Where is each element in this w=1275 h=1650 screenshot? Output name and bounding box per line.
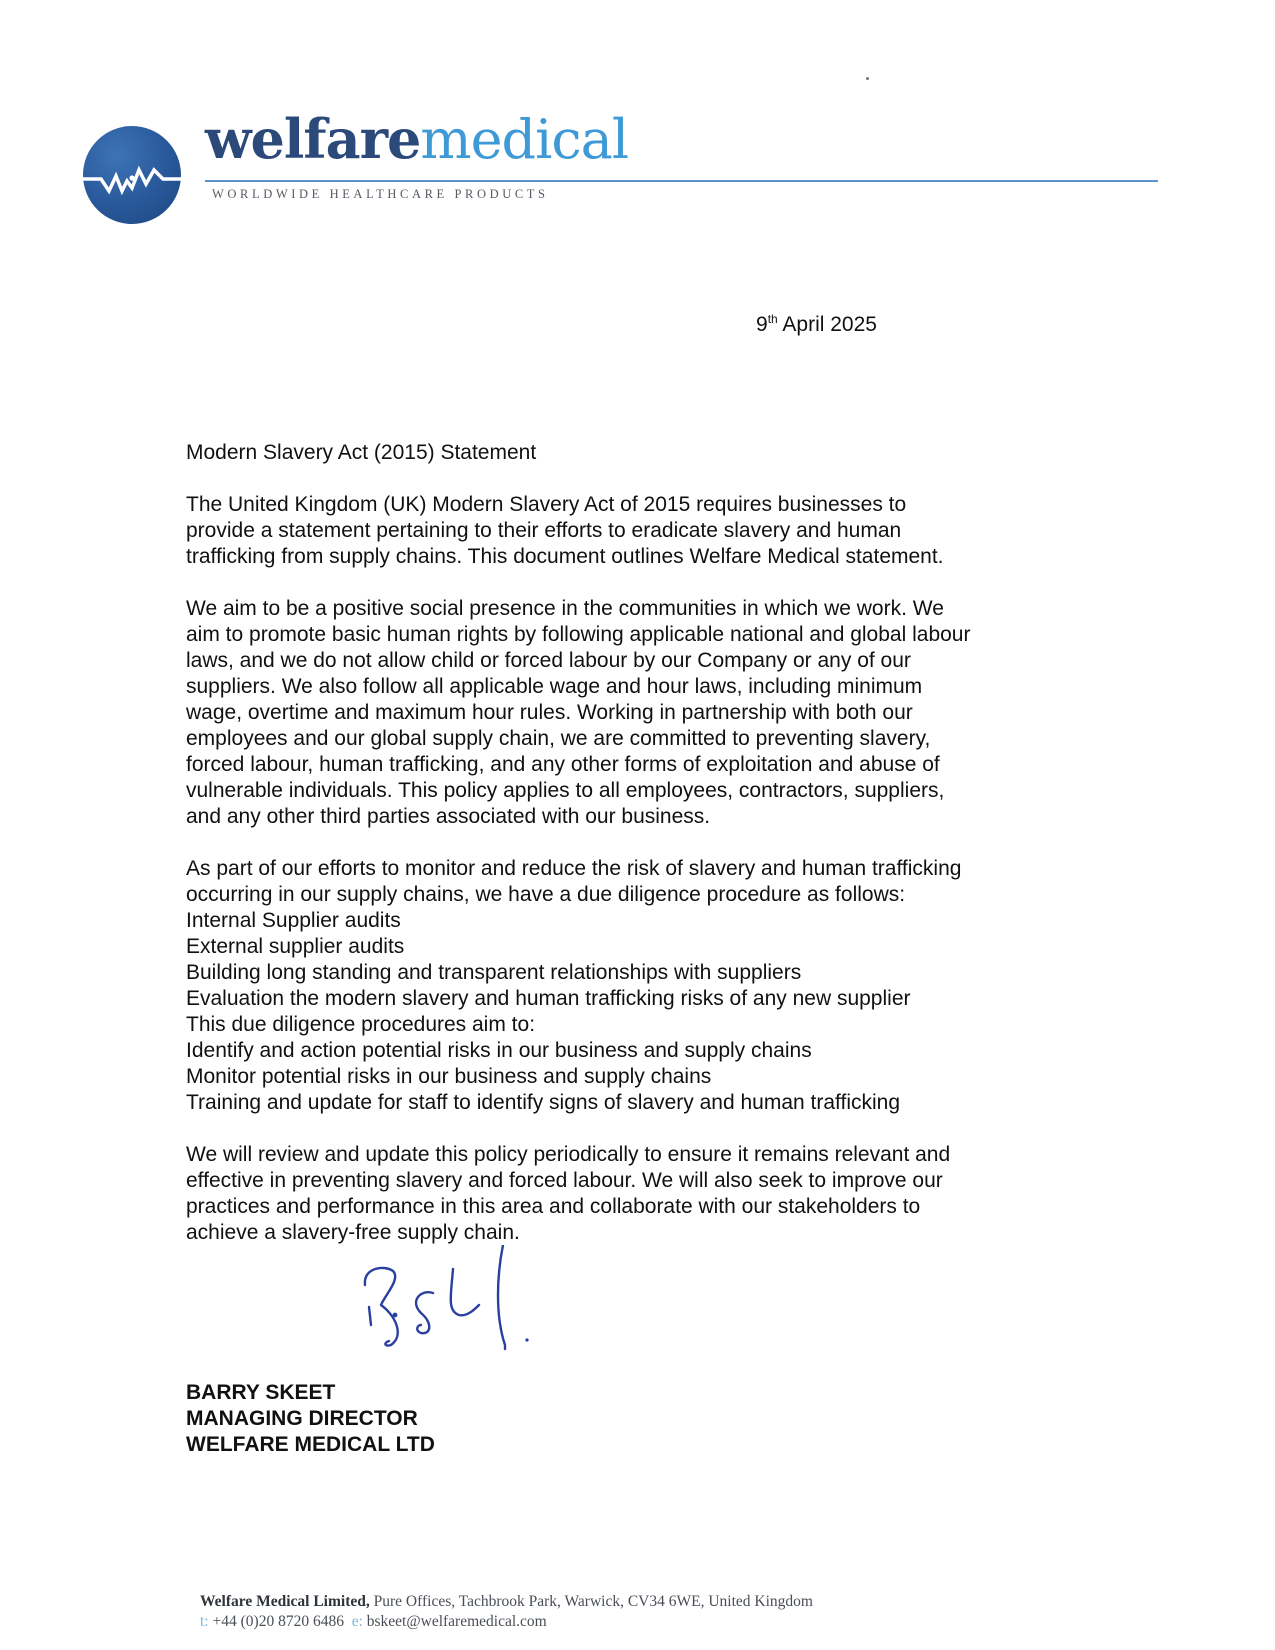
brand-wordmark <box>205 107 629 171</box>
phone-label: t: <box>200 1613 209 1630</box>
list-item: Identify and action potential risks in our business and supply chains <box>186 1039 812 1062</box>
list-item: Building long standing and transparent relationships with suppliers <box>186 961 802 984</box>
date-rest: April 2025 <box>782 313 877 336</box>
text-line: occurring in our supply chains, we have a due diligence procedure as follows: <box>186 883 906 906</box>
text-line: We aim to be a positive social presence in the communities in which we work. We <box>186 597 944 620</box>
signatory-role: MANAGING DIRECTOR <box>186 1407 418 1430</box>
text-line: As part of our efforts to monitor and reduce the risk of slavery and human trafficking <box>186 857 962 880</box>
list-item: Internal Supplier audits <box>186 909 401 932</box>
date-suffix: th <box>767 312 778 326</box>
footer-phone: +44 (0)20 8720 6486 <box>212 1613 344 1630</box>
footer-address: Pure Offices, Tachbrook Park, Warwick, CV34 6WE, United Kingdom <box>373 1593 813 1610</box>
text-line: aim to promote basic human rights by following applicable national and global labour <box>186 623 971 646</box>
brand-tagline: WORLDWIDE HEALTHCARE PRODUCTS <box>212 187 549 201</box>
text-line: effective in preventing slavery and forced labour. We will also seek to improve our <box>186 1169 943 1192</box>
aims-paragraph <box>186 596 1066 830</box>
header-rule <box>205 180 1158 182</box>
list-item: Evaluation the modern slavery and human trafficking risks of any new supplier <box>186 987 911 1010</box>
brand-word-welfare: welfare <box>205 107 421 171</box>
letter-date <box>756 312 877 337</box>
signatory-name: BARRY SKEET <box>186 1381 336 1404</box>
text-line: We will review and update this policy periodically to ensure it remains relevant and <box>186 1143 951 1166</box>
text-line: forced labour, human trafficking, and any other forms of exploitation and abuse of <box>186 753 940 776</box>
intro-paragraph <box>186 492 1066 570</box>
footer-company: Welfare Medical Limited, <box>200 1593 370 1610</box>
text-line: employees and our global supply chain, we are committed to preventing slavery, <box>186 727 931 750</box>
text-line: laws, and we do not allow child or forced labour by our Company or any of our <box>186 649 911 672</box>
footer-email: bskeet@welfaremedical.com <box>366 1613 547 1630</box>
handwritten-signature <box>355 1245 635 1370</box>
letter-footer <box>200 1592 813 1632</box>
brand-word-medical: medical <box>420 108 629 171</box>
letter-body <box>186 440 1066 1246</box>
text-line: provide a statement pertaining to their efforts to eradicate slavery and human <box>186 519 902 542</box>
signatory-company: WELFARE MEDICAL LTD <box>186 1433 435 1456</box>
text-line: achieve a slavery-free supply chain. <box>186 1221 520 1244</box>
list-item: Training and update for staff to identify signs of slavery and human trafficking <box>186 1091 901 1114</box>
list-item: External supplier audits <box>186 935 405 958</box>
date-day: 9 <box>756 313 768 336</box>
text-line: suppliers. We also follow all applicable wage and hour laws, including minimum <box>186 675 923 698</box>
email-label: e: <box>351 1613 363 1630</box>
text-line: practices and performance in this area and collaborate with our stakeholders to <box>186 1195 921 1218</box>
text-line: vulnerable individuals. This policy applies to all employees, contractors, suppliers, <box>186 779 945 802</box>
scan-speck <box>866 77 869 80</box>
text-line: This due diligence procedures aim to: <box>186 1013 536 1036</box>
text-line: trafficking from supply chains. This document outlines Welfare Medical statement. <box>186 545 944 568</box>
list-item: Monitor potential risks in our business and supply chains <box>186 1065 712 1088</box>
text-line: and any other third parties associated with our business. <box>186 805 711 828</box>
review-paragraph <box>186 1142 1066 1246</box>
footer-contact-line <box>200 1612 813 1632</box>
text-line: The United Kingdom (UK) Modern Slavery Act of 2015 requires businesses to <box>186 493 907 516</box>
signatory-block <box>186 1380 435 1458</box>
footer-address-line <box>200 1592 813 1612</box>
letter-title: Modern Slavery Act (2015) Statement <box>186 441 537 464</box>
wm-heartbeat-logo-icon <box>83 126 181 224</box>
diligence-paragraph <box>186 856 1066 1116</box>
text-line: wage, overtime and maximum hour rules. Working in partnership with both our <box>186 701 913 724</box>
